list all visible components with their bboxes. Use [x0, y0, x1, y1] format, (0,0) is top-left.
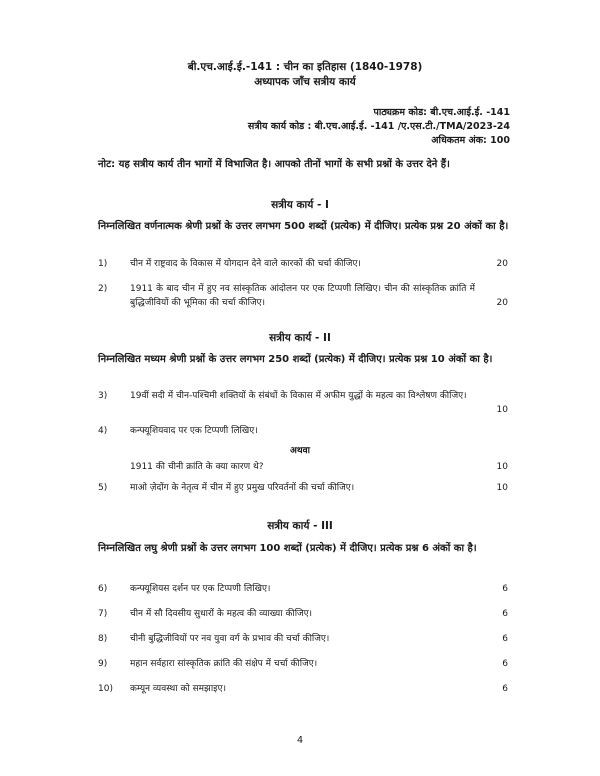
section-instruction-3: निम्नलिखित लघु श्रेणी प्रश्नों के उत्तर लगभग 100 शब्दों (प्रत्येक) में दीजिए। प्रत्येक प्रश्न 6 अंकों का है। — [98, 543, 477, 554]
question-marks: 10 — [496, 483, 508, 493]
question-number: 3) — [98, 391, 108, 401]
question-number: 4) — [98, 426, 108, 436]
section-title-3: सत्रीय कार्य - III — [267, 520, 333, 532]
section-instruction-1: निम्नलिखित वर्णनात्मक श्रेणी प्रश्नों के उत्तर लगभग 500 शब्दों (प्रत्येक) में दीजिए। प्रत्येक प्रश्न 20 अंकों का है। — [98, 221, 509, 232]
question-text: कम्यून व्यवस्था को समझाइए। — [130, 684, 226, 694]
section-instruction-2: निम्नलिखित मध्यम श्रेणी प्रश्नों के उत्तर लगभग 250 शब्दों (प्रत्येक) में दीजिए। प्रत्येक प्रश्न 10 अंकों का है। — [98, 354, 493, 365]
question-text: महान सर्वहारा सांस्कृतिक क्रांति की संक्षेप में चर्चा कीजिए। — [130, 659, 318, 669]
question-number: 1) — [98, 259, 108, 269]
assignment-subtitle: अध्यापक जाँच सत्रीय कार्य — [254, 76, 356, 88]
course-code: पाठ्यक्रम कोड: बी.एच.आई.ई. -141 — [373, 107, 510, 118]
question-text: कन्फ्यूशियस दर्शन पर एक टिप्पणी लिखिए। — [130, 584, 271, 594]
question-text: चीनी बुद्धिजीवियों पर नव युवा वर्ग के प्रभाव की चर्चा कीजिए। — [130, 634, 330, 644]
question-number: 9) — [98, 659, 108, 669]
section-title-1: सत्रीय कार्य - I — [271, 199, 329, 211]
max-marks: अधिकतम अंक: 100 — [431, 135, 510, 146]
question-text: माओ ज़ेदोंग के नेतृत्व में चीन में हुए प्रमुख परिवर्तनों की चर्चा कीजिए। — [130, 483, 355, 493]
question-text: कन्फ्यूशियवाद पर एक टिप्पणी लिखिए। — [130, 426, 258, 436]
question-text: 19वीं सदी में चीन-पश्चिमी शक्तियों के संबंधों के विकास में अफीम युद्धों के महत्व का विश्लेषण कीजिए। — [130, 391, 467, 401]
question-marks: 6 — [502, 584, 508, 594]
question-marks: 20 — [496, 298, 508, 308]
question-text: 1911 के बाद चीन में हुए नव सांस्कृतिक आंदोलन पर एक टिप्पणी लिखिए। चीन की सांस्कृतिक क्रांति में बुद्धिजीवियों की भूमिका की चर्चा कीजिए। — [130, 284, 475, 308]
question-text: 1911 की चीनी क्रांति के क्या कारण थे? — [130, 462, 264, 472]
question-marks: 20 — [496, 259, 508, 269]
question-number: 8) — [98, 634, 108, 644]
document-header — [100, 60, 510, 90]
course-title: बी.एच.आई.ई.-141 : चीन का इतिहास (1840-1978) — [187, 61, 423, 73]
question-marks: 6 — [502, 684, 508, 694]
question-marks: 6 — [502, 634, 508, 644]
question-number: 5) — [98, 483, 108, 493]
or-label: अथवा — [290, 446, 310, 456]
question-number: 10) — [98, 684, 113, 694]
question-marks: 10 — [496, 462, 508, 472]
question-marks: 10 — [496, 405, 508, 415]
question-text: चीन में सौ दिवसीय सुधारों के महत्व की व्याख्या कीजिए। — [130, 609, 313, 619]
page-number: 4 — [296, 735, 304, 746]
section-title-2: सत्रीय कार्य - II — [269, 332, 331, 344]
question-number: 2) — [98, 284, 108, 294]
note-text: नोट: यह सत्रीय कार्य तीन भागों में विभाजित है। आपको तीनों भागों के सभी प्रश्नों के उत्तर देने हैं। — [98, 159, 450, 170]
question-marks: 6 — [502, 609, 508, 619]
question-number: 7) — [98, 609, 108, 619]
question-marks: 6 — [502, 659, 508, 669]
question-text: चीन में राष्ट्रवाद के विकास में योगदान देने वाले कारकों की चर्चा कीजिए। — [130, 259, 361, 269]
assignment-meta — [248, 106, 510, 148]
question-number: 6) — [98, 584, 108, 594]
assignment-code: सत्रीय कार्य कोड : बी.एच.आई.ई. -141 /ए.एस.टी./TMA/2023-24 — [247, 121, 510, 132]
